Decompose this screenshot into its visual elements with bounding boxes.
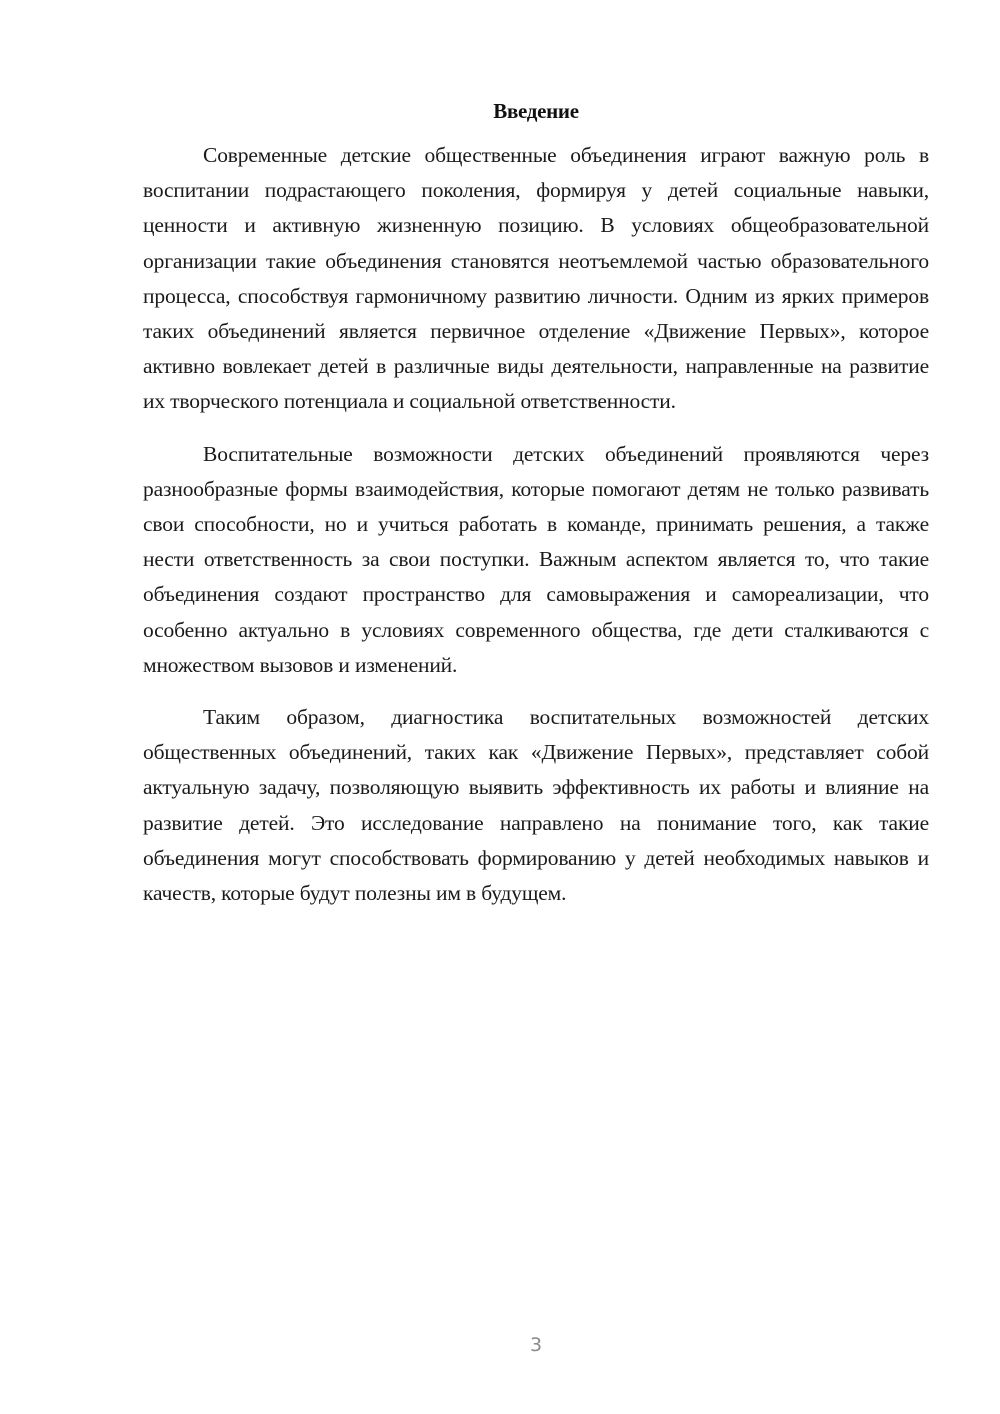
section-heading: Введение <box>493 99 579 123</box>
page-number: 3 <box>529 1334 543 1356</box>
paragraph-2: Воспитательные возможности детских объединений проявляются через разнообразные формы взаимодействия, которые помогают детям не только развивать свои способности, но и учиться работать в команде, принимать решения, а также нести ответственность за свои поступки. Важным аспектом является то, что такие объединения создают пространство для самовыражения и самореализации, что особенно актуально в условиях современного общества, где дети сталкиваются с множеством вызовов и изменений. <box>143 441 929 677</box>
paragraph-3: Таким образом, диагностика воспитательных возможностей детских общественных объединений, таких как «Движение Первых», представляет собой актуальную задачу, позволяющую выявить эффективность их работы и влияние на развитие детей. Это исследование направлено на понимание того, как такие объединения могут способствовать формированию у детей необходимых навыков и качеств, которые будут полезны им в будущем. <box>143 705 929 906</box>
page-content <box>143 96 929 928</box>
paragraph-1: Современные детские общественные объединения играют важную роль в воспитании подрастающего поколения, формируя у детей социальные навыки, ценности и активную жизненную позицию. В условиях общеобразовательной организации такие объединения становятся неотъемлемой частью образовательного процесса, способствуя гармоничному развитию личности. Одним из ярких примеров таких объединений является первичное отделение «Движение Первых», которое активно вовлекает детей в различные виды деятельности, направленные на развитие их творческого потенциала и социальной ответственности. <box>143 143 929 414</box>
